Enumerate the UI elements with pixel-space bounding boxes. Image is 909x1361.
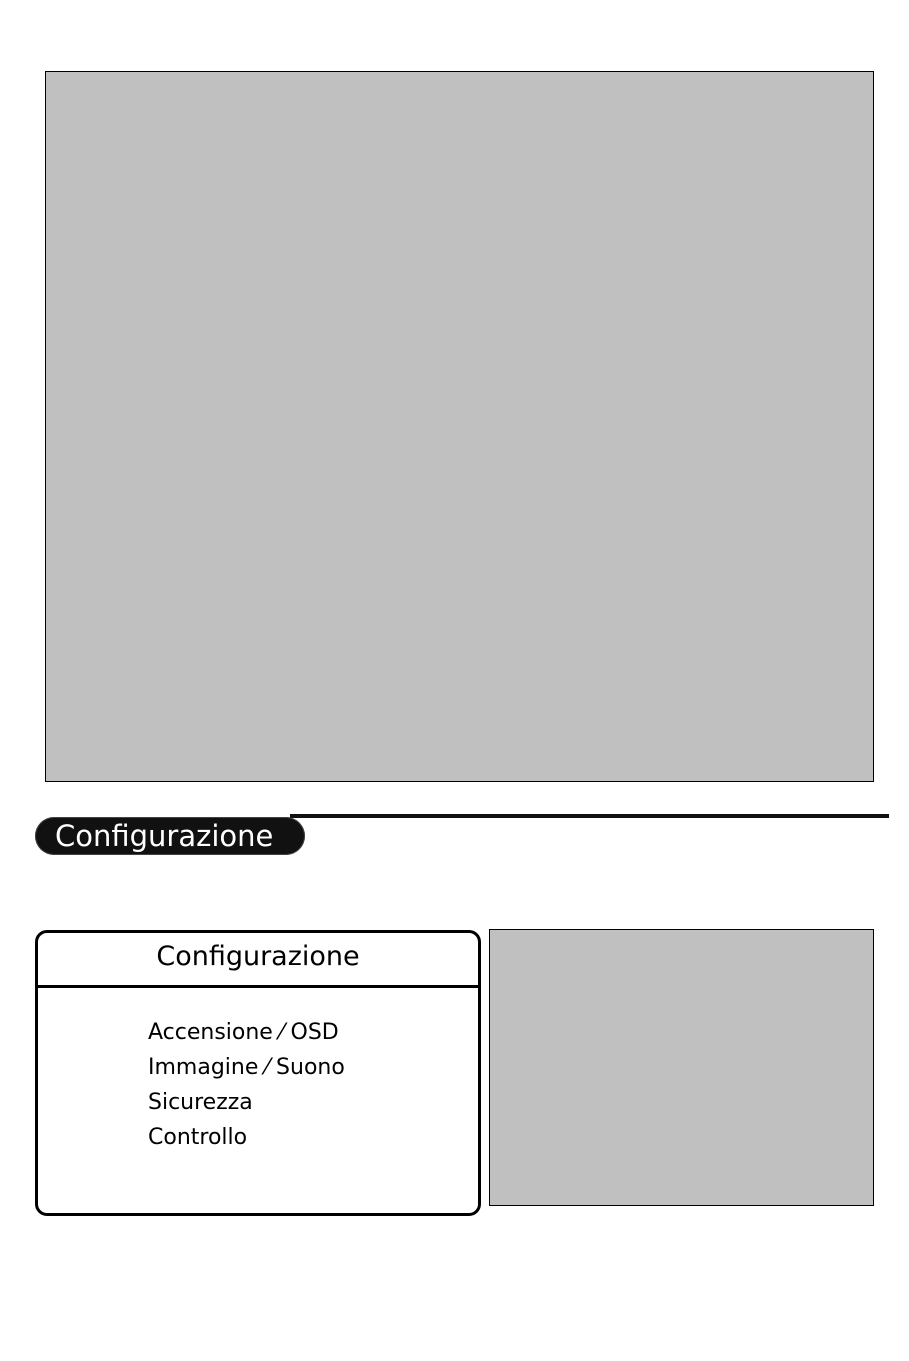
top-image-placeholder — [45, 71, 874, 782]
section-header-tab — [35, 817, 305, 855]
side-image-placeholder — [489, 929, 874, 1206]
menu-item-controllo[interactable]: Controllo — [148, 1125, 248, 1150]
section-header-rule — [290, 814, 889, 818]
configuration-menu-panel — [35, 930, 481, 1216]
menu-item-sicurezza[interactable]: Sicurezza — [148, 1090, 253, 1115]
section-header-title: Configurazione — [55, 819, 274, 853]
menu-title: Configurazione — [156, 941, 360, 972]
menu-title-divider — [38, 985, 478, 988]
menu-item-accensione-osd[interactable]: Accensione ⁄ OSD — [148, 1020, 339, 1045]
menu-list — [148, 1015, 345, 1155]
menu-item-immagine-suono[interactable]: Immagine ⁄ Suono — [148, 1055, 345, 1080]
